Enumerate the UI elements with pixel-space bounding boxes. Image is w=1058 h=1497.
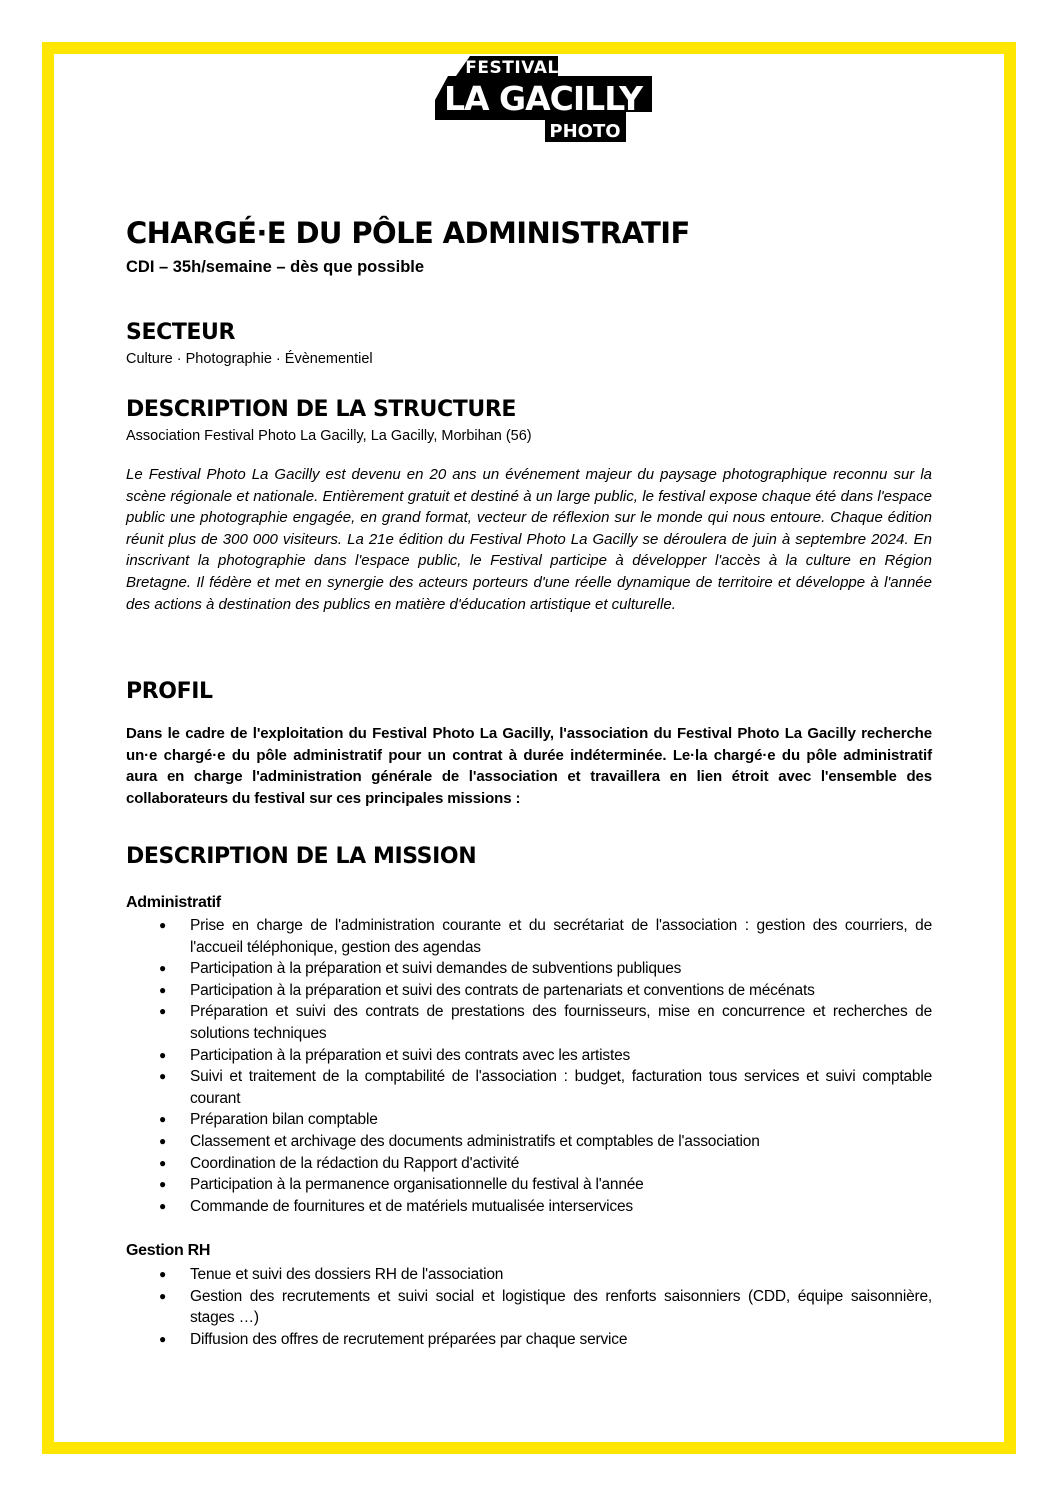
logo-line1: FESTIVAL	[465, 58, 559, 78]
list-item: ● Participation à la préparation et suivi des contrats avec les artistes	[126, 1045, 932, 1067]
list-item: ● Diffusion des offres de recrutement préparées par chaque service	[126, 1329, 932, 1351]
bullet-icon: ●	[159, 1133, 167, 1148]
bullet-icon: ●	[159, 1069, 167, 1084]
logo-line2: LA GACILLY	[444, 79, 642, 118]
rh-list	[126, 1264, 932, 1350]
list-item: ● Préparation bilan comptable	[126, 1109, 932, 1131]
list-item: ● Classement et archivage des documents administratifs et comptables de l'association	[126, 1131, 932, 1153]
bullet-icon: ●	[159, 918, 167, 932]
bullet-icon: ●	[159, 961, 167, 976]
festival-logo	[430, 54, 656, 146]
bullet-icon: ●	[159, 1331, 167, 1346]
job-subtitle: CDI – 35h/semaine – dès que possible	[126, 258, 425, 276]
bullet-icon: ●	[159, 1004, 167, 1019]
logo-line3: PHOTO	[549, 121, 621, 142]
mission-heading: DESCRIPTION DE LA MISSION	[126, 844, 477, 869]
rh-heading: Gestion RH	[126, 1242, 211, 1259]
list-item: ● Participation à la permanence organisationnelle du festival à l'année	[126, 1174, 932, 1196]
structure-heading: DESCRIPTION DE LA STRUCTURE	[126, 397, 516, 422]
profil-heading: PROFIL	[126, 679, 213, 704]
list-item: ● Suivi et traitement de la comptabilité de l'association : budget, facturation tous services et suivi comptable courant	[159, 1068, 932, 1107]
administratif-heading: Administratif	[126, 894, 221, 911]
list-item: ● Participation à la préparation et suivi demandes de subventions publiques	[126, 958, 932, 980]
job-title: CHARGÉ·E DU PÔLE ADMINISTRATIF	[126, 215, 690, 251]
bullet-icon: ●	[159, 982, 167, 997]
bullet-icon: ●	[159, 1288, 167, 1303]
structure-paragraph: Le Festival Photo La Gacilly est devenu en 20 ans un événement majeur du paysage photographique reconnu sur la scène régionale et nationale. Entièrement gratuit et destiné à un large public, le festival expose chaque été dans l'espace public une photographie engagée, en grand format, vecteur de réflexion sur le monde qui nous entoure. Chaque édition réunit plus de 300 000 visiteurs. La 21e édition du Festival Photo La Gacilly se déroulera de juin à septembre 2024. En inscrivant la photographie dans l'espace public, le Festival participe à développer l'accès à la culture en Région Bretagne. Il fédère et met en synergie des acteurs porteurs d'une réelle dynamique de territoire et développe à l'année des actions à destination des publics en matière d'éducation artistique et culturelle.	[126, 466, 932, 613]
bullet-icon: ●	[159, 1155, 167, 1170]
list-item: ● Prise en charge de l'administration courante et du secrétariat de l'association : gestion des courriers, de l'accueil téléphonique, gestion des agendas	[159, 917, 932, 956]
secteur-heading: SECTEUR	[126, 320, 236, 345]
list-item: ● Tenue et suivi des dossiers RH de l'association	[126, 1264, 932, 1286]
secteur-text: Culture · Photographie · Évènementiel	[126, 351, 373, 367]
bullet-icon: ●	[159, 1047, 167, 1062]
list-item: ● Commande de fournitures et de matériels mutualisée interservices	[126, 1196, 932, 1218]
bullet-icon: ●	[159, 1112, 167, 1127]
structure-address: Association Festival Photo La Gacilly, La Gacilly, Morbihan (56)	[126, 428, 532, 444]
profil-paragraph: Dans le cadre de l'exploitation du Festival Photo La Gacilly, l'association du Festival Photo La Gacilly recherche un·e chargé·e du pôle administratif pour un contrat à durée indéterminée. Le·la chargé·e du pôle administratif aura en charge l'administration générale de l'association et travaillera en lien étroit avec l'ensemble des collaborateurs du festival sur ces principales missions :	[126, 725, 932, 807]
list-item: ● Participation à la préparation et suivi des contrats de partenariats et conventions de mécénats	[126, 980, 932, 1002]
administratif-list	[126, 915, 932, 1217]
list-item: ● Préparation et suivi des contrats de prestations des fournisseurs, mise en concurrence et recherches de solutions techniques	[159, 1003, 932, 1042]
bullet-icon: ●	[159, 1198, 167, 1213]
bullet-icon: ●	[159, 1267, 167, 1281]
list-item: ● Gestion des recrutements et suivi social et logistique des renforts saisonniers (CDD, équipe saisonnière, stages …)	[159, 1287, 932, 1327]
list-item: ● Coordination de la rédaction du Rapport d'activité	[126, 1153, 932, 1175]
bullet-icon: ●	[159, 1177, 167, 1192]
